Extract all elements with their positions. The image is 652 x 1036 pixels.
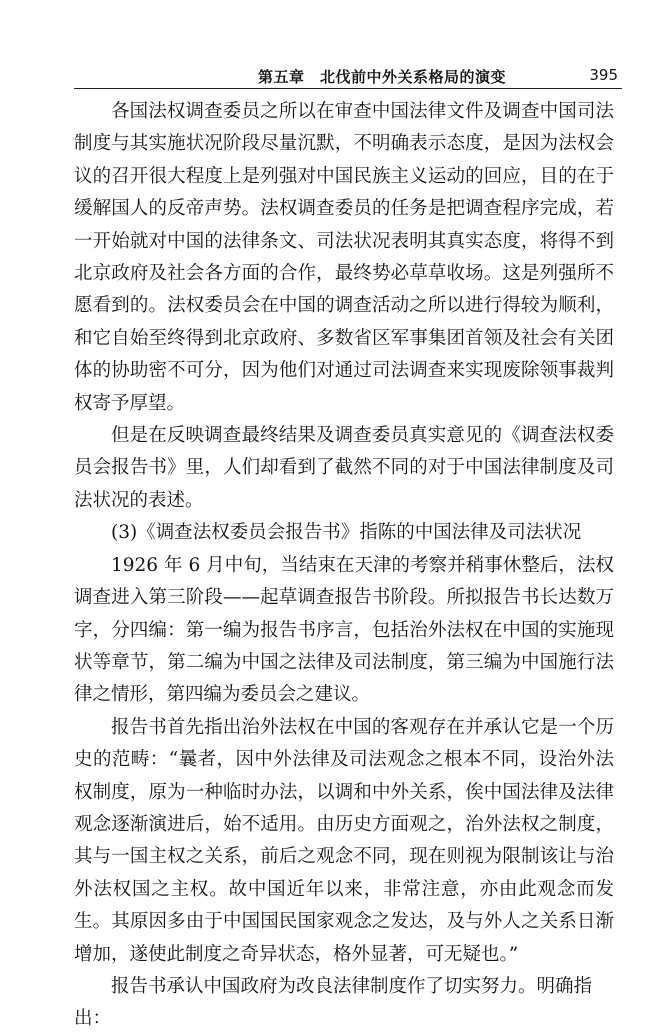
chapter-title: 第五章 北伐前中外关系格局的演变	[258, 68, 507, 86]
paragraph-reform-acknowledgement: 报告书承认中国政府为改良法律制度作了切实努力。明确指出：	[74, 975, 593, 1030]
header-divider	[74, 88, 622, 89]
body-text	[74, 96, 614, 1036]
paragraph-report-contrast: 但是在反映调查最终结果及调查委员真实意见的《调查法权委员会报告书》里，人们却看到了截然不同的对于中国法律制度及司法状况的表述。	[74, 425, 614, 511]
running-header	[0, 0, 652, 96]
paragraph-investigators-silence: 各国法权调查委员之所以在审查中国法律文件及调查中国司法制度与其实施状况阶段尽量沉默，不明确表示态度，是因为法权会议的召开很大程度上是列强对中国民族主义运动的回应，目的在于缓解国人的反帝声势。法权调查委员的任务是把调查程序完成，若一开始就对中国的法律条文、司法状况表明其真实态度，将得不到北京政府及社会各方面的合作，最终势必草草收场。这是列强所不愿看到的。法权委员会在中国的调查活动之所以进行得较为顺利，和它自始至终得到北京政府、多数省区军事集团首领及社会有关团体的协助密不可分，因为他们对通过司法调查来实现废除领事裁判权寄予厚望。	[74, 101, 614, 414]
page-number: 395	[589, 66, 618, 84]
paragraph-historical-category: 报告书首先指出治外法权在中国的客观存在并承认它是一个历史的范畴：“曩者，因中外法律及司法观念之根本不同，设治外法权制度，原为一种临时办法，以调和中外关系，俟中国法律及法律观念逐渐演进后，始不适用。由历史方面观之，治外法权之制度，其与一国主权之关系，前后之观念不同，现在则视为限制该让与治外法权国之主权。故中国近年以来，非常注意，亦由此观念而发生。其原因多由于中国国民国家观念之发达，及与外人之关系日渐增加，遂使此制度之奇异状态，格外显著，可无疑也。”	[74, 716, 614, 965]
section-heading: (3)《调查法权委员会报告书》指陈的中国法律及司法状况	[111, 522, 582, 544]
paragraph-drafting-stage: 1926 年 6 月中旬，当结束在天津的考察并稍事休整后，法权调查进入第三阶段——起草调查报告书阶段。所拟报告书长达数万字，分四编：第一编为报告书序言，包括治外法权在中国的实施现状等章节，第二编为中国之法律及司法制度，第三编为中国施行法律之情形，第四编为委员会之建议。	[74, 554, 614, 706]
